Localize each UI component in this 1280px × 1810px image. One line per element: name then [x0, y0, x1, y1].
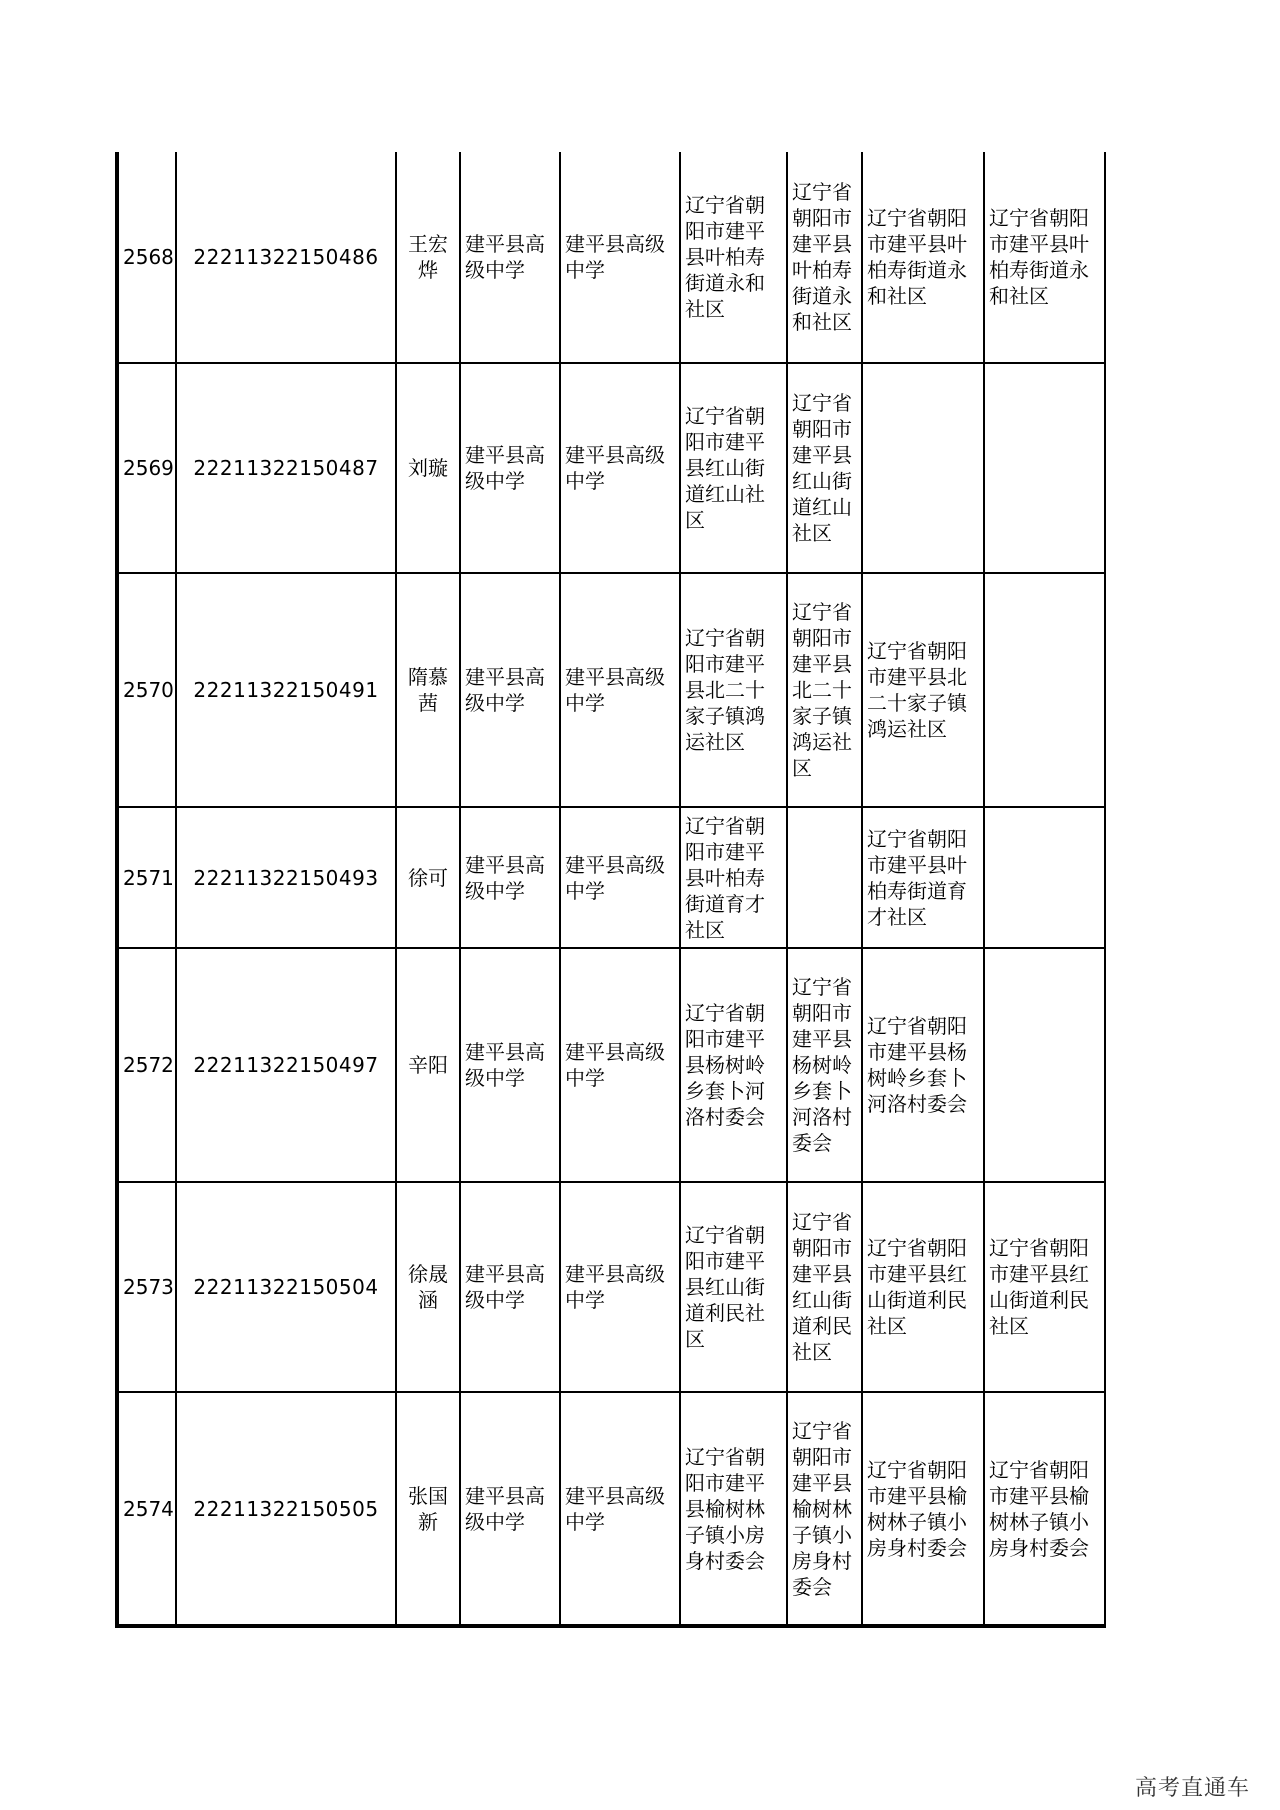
- name-cell: 隋慕茜: [396, 573, 460, 807]
- address-cell: 辽宁省朝阳市建平县红山街道利民社区: [862, 1182, 984, 1392]
- address-cell: 辽宁省朝阳市建平县榆树林子镇小房身村委会: [680, 1392, 787, 1626]
- school-cell: 建平县高级中学: [460, 1392, 560, 1626]
- school-cell: 建平县高级中学: [560, 1182, 680, 1392]
- seq-cell: 2572: [117, 948, 176, 1182]
- address-cell: 辽宁省朝阳市建平县杨树岭乡套卜河洛村委会: [787, 948, 862, 1182]
- school-cell: 建平县高级中学: [560, 1392, 680, 1626]
- address-cell: 辽宁省朝阳市建平县榆树林子镇小房身村委会: [862, 1392, 984, 1626]
- address-cell: 辽宁省朝阳市建平县红山街道利民社区: [984, 1182, 1105, 1392]
- address-cell: 辽宁省朝阳市建平县红山街道利民社区: [787, 1182, 862, 1392]
- address-cell: [984, 807, 1105, 948]
- school-cell: 建平县高级中学: [560, 573, 680, 807]
- seq-cell: 2569: [117, 363, 176, 573]
- name-cell: 徐晟涵: [396, 1182, 460, 1392]
- address-cell: 辽宁省朝阳市建平县北二十家子镇鸿运社区: [787, 573, 862, 807]
- address-cell: 辽宁省朝阳市建平县叶柏寿街道永和社区: [984, 152, 1105, 363]
- table-row: [117, 152, 1105, 363]
- school-cell: 建平县高级中学: [460, 1182, 560, 1392]
- address-cell: [787, 807, 862, 948]
- table-row: [117, 1182, 1105, 1392]
- exam-id-cell: 22211322150487: [176, 363, 396, 573]
- name-cell: 王宏烨: [396, 152, 460, 363]
- address-cell: 辽宁省朝阳市建平县红山街道利民社区: [680, 1182, 787, 1392]
- seq-cell: 2570: [117, 573, 176, 807]
- table-row: [117, 1392, 1105, 1626]
- school-cell: 建平县高级中学: [560, 948, 680, 1182]
- address-cell: 辽宁省朝阳市建平县叶柏寿街道永和社区: [862, 152, 984, 363]
- exam-id-cell: 22211322150497: [176, 948, 396, 1182]
- address-cell: [984, 948, 1105, 1182]
- address-cell: 辽宁省朝阳市建平县叶柏寿街道育才社区: [680, 807, 787, 948]
- address-cell: [862, 363, 984, 573]
- watermark: 高考直通车: [1134, 1776, 1250, 1801]
- name-cell: 刘璇: [396, 363, 460, 573]
- table-row: [117, 948, 1105, 1182]
- address-cell: 辽宁省朝阳市建平县叶柏寿街道永和社区: [787, 152, 862, 363]
- address-cell: [984, 573, 1105, 807]
- address-cell: 辽宁省朝阳市建平县榆树林子镇小房身村委会: [787, 1392, 862, 1626]
- exam-id-cell: 22211322150493: [176, 807, 396, 948]
- address-cell: 辽宁省朝阳市建平县杨树岭乡套卜河洛村委会: [680, 948, 787, 1182]
- exam-id-cell: 22211322150486: [176, 152, 396, 363]
- name-cell: 辛阳: [396, 948, 460, 1182]
- seq-cell: 2573: [117, 1182, 176, 1392]
- address-cell: 辽宁省朝阳市建平县叶柏寿街道育才社区: [862, 807, 984, 948]
- school-cell: 建平县高级中学: [460, 807, 560, 948]
- school-cell: 建平县高级中学: [560, 363, 680, 573]
- table-row: [117, 573, 1105, 807]
- address-cell: 辽宁省朝阳市建平县红山街道红山社区: [680, 363, 787, 573]
- school-cell: 建平县高级中学: [560, 807, 680, 948]
- address-cell: 辽宁省朝阳市建平县榆树林子镇小房身村委会: [984, 1392, 1105, 1626]
- address-cell: 辽宁省朝阳市建平县红山街道红山社区: [787, 363, 862, 573]
- school-cell: 建平县高级中学: [460, 948, 560, 1182]
- address-cell: 辽宁省朝阳市建平县叶柏寿街道永和社区: [680, 152, 787, 363]
- address-cell: [984, 363, 1105, 573]
- exam-id-cell: 22211322150491: [176, 573, 396, 807]
- seq-cell: 2571: [117, 807, 176, 948]
- student-table: [115, 152, 1106, 1628]
- seq-cell: 2568: [117, 152, 176, 363]
- exam-id-cell: 22211322150504: [176, 1182, 396, 1392]
- school-cell: 建平县高级中学: [460, 363, 560, 573]
- school-cell: 建平县高级中学: [460, 573, 560, 807]
- address-cell: 辽宁省朝阳市建平县北二十家子镇鸿运社区: [680, 573, 787, 807]
- name-cell: 张国新: [396, 1392, 460, 1626]
- school-cell: 建平县高级中学: [460, 152, 560, 363]
- seq-cell: 2574: [117, 1392, 176, 1626]
- address-cell: 辽宁省朝阳市建平县杨树岭乡套卜河洛村委会: [862, 948, 984, 1182]
- school-cell: 建平县高级中学: [560, 152, 680, 363]
- table-row: [117, 807, 1105, 948]
- exam-id-cell: 22211322150505: [176, 1392, 396, 1626]
- name-cell: 徐可: [396, 807, 460, 948]
- address-cell: 辽宁省朝阳市建平县北二十家子镇鸿运社区: [862, 573, 984, 807]
- table-row: [117, 363, 1105, 573]
